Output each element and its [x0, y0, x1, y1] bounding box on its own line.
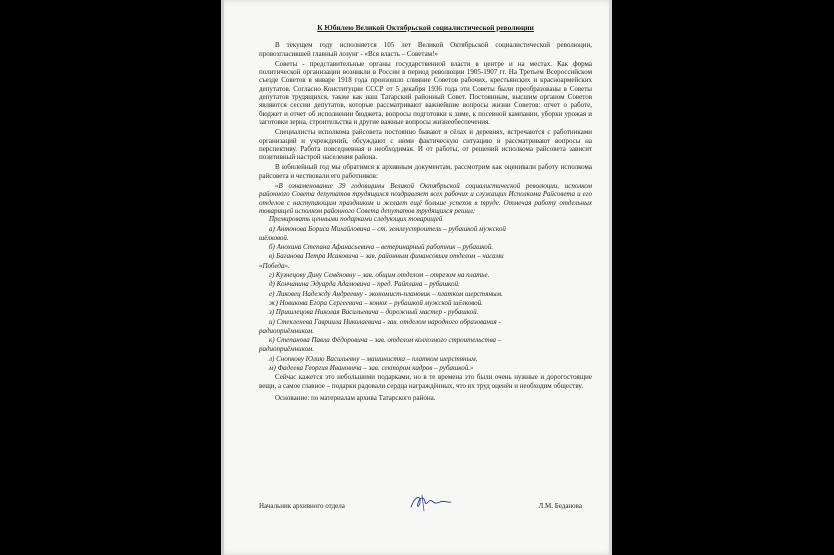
paragraph-intro: В текущем году исполняется 105 лет Великой Октябрьской социалистической революции, провозгласившей главный лозунг - «Вся власть – Советам!» [259, 41, 592, 58]
signature-icon [407, 492, 453, 514]
list-item: м) Фадеева Георгия Ивановича – зав. сектором кадров – рубашкой.» [269, 363, 474, 372]
list-item: а) Антонова Бориса Михайловича – ст. землеустроитель – рубашкой мужской [269, 224, 506, 233]
award-intro: Премировать ценными подарками следующих товарищей [269, 215, 443, 224]
list-item: з) Пришлецова Николая Васильевича – дорожный мастер - рубашкой. [269, 308, 479, 317]
list-item-cont: шёлковой. [259, 233, 289, 242]
list-item: и) Стекленева Гавриила Николаевича - зав. отделом народного образования - [269, 317, 501, 326]
list-item-cont: радиоприёмником. [259, 345, 315, 354]
paragraph-closing: Сейчас кажется это небольшими подарками, но в те времена это были очень нужные и дорогостоящие вещи, а самое главное – подарки радовали сердца награждённых, что их труд оценён и необходим обществу. [259, 373, 592, 390]
paragraph-archive: В юбилейный год мы обратимся к архивным документам, рассмотрим как оценивали работу исполкома райсовета и чествовали его работников: [259, 163, 592, 180]
document-title: К Юбилею Великой Октябрьской социалистической революции [317, 23, 534, 32]
list-item-cont: «Победа». [259, 261, 290, 270]
list-item: в) Баганова Петра Исаковича – зав. районным финансовым отделом – часами [269, 252, 504, 261]
paragraph-soviets: Советы - представительные органы государственной власти в центре и на местах. Как форма политической организации возникли в России в период революции 1905-1907 гг. На Третьем Всероссийском съезде Советов в январе 1918 года произошло слияние Советов рабочих, крестьянских и красноармейских депутатов. Согласно Конституции СССР от 5 декабря 1936 года эти Советы были преобразованы в Советы депутатов трудящихся, также как наш Татарский районный Совет. Постоянным, высшим органом Советов являются сессии депутатов, которые рассматривают важнейшие вопросы жизни Советов: отчет о работе, бюджет и отчет об исполнении бюджета, вопросы подготовки к зиме, к посевной кампании, уборки урожая и заготовки зерна, строительства и другие важные вопросы жизнеобеспечения. [259, 59, 592, 126]
quote-decision: «В ознаменование 39 годовщины Великой Октябрьской социалистической революции, исполком районного Совета депутатов трудящихся поздравляет всех рабочих и служащих Исполкома Райсовета и его отделов с наступающим праздником и желает ещё больше успехов в труде. Отмечая работу отдельных товарищей исполком районного Совета депутатов трудящихся решил: [259, 182, 592, 215]
list-item: к) Степанова Павла Фёдоровича – зав. отделом колхозного строительства – [269, 336, 502, 345]
signature-block [259, 502, 592, 510]
page-edge-left [221, 0, 224, 555]
paragraph-specialists: Специалисты исполкома райсовета постоянно бывают в сёлах и деревнях, встречаются с работниками организаций и учреждений, обсуждают с ними фактическую ситуацию и рассматривают вопросы на перспективу. Работа повседневная и необходимая. И от работы, от решений исполкома райсовета зависит позитивный настрой населения района. [259, 128, 592, 162]
page-edge-right [609, 0, 612, 555]
list-item-cont: радиоприёмником. [259, 326, 315, 335]
signer-name: Л.М. Беданова [538, 502, 582, 510]
list-item: д) Кончанина Эдуарда Адамовича – пред. Райплана – рубашкой. [269, 280, 460, 289]
list-item: г) Кузнецову Дину Семёновну – зав. общим отделом – отрезом на платье. [269, 271, 490, 280]
list-item: е) Ликовец Надежду Андреевну - экономист-плановик – платком шерстяным. [269, 289, 503, 298]
document-body [259, 23, 592, 510]
list-item: ж) Новикова Егора Сергеевича – конюх – рубашкой мужской шёлковой. [269, 298, 483, 307]
signer-title: Начальник архивного отдела [259, 502, 345, 510]
list-item: л) Снопкову Юлию Васильевну – машинистка – платком шерстяным. [269, 354, 478, 363]
list-item: б) Анохина Степана Афанасьевича – ветеринарный работник – рубашкой. [269, 243, 494, 252]
award-list [259, 225, 592, 373]
source-note: Основание: по материалам архива Татарского района. [275, 393, 436, 402]
document-page [221, 0, 612, 555]
